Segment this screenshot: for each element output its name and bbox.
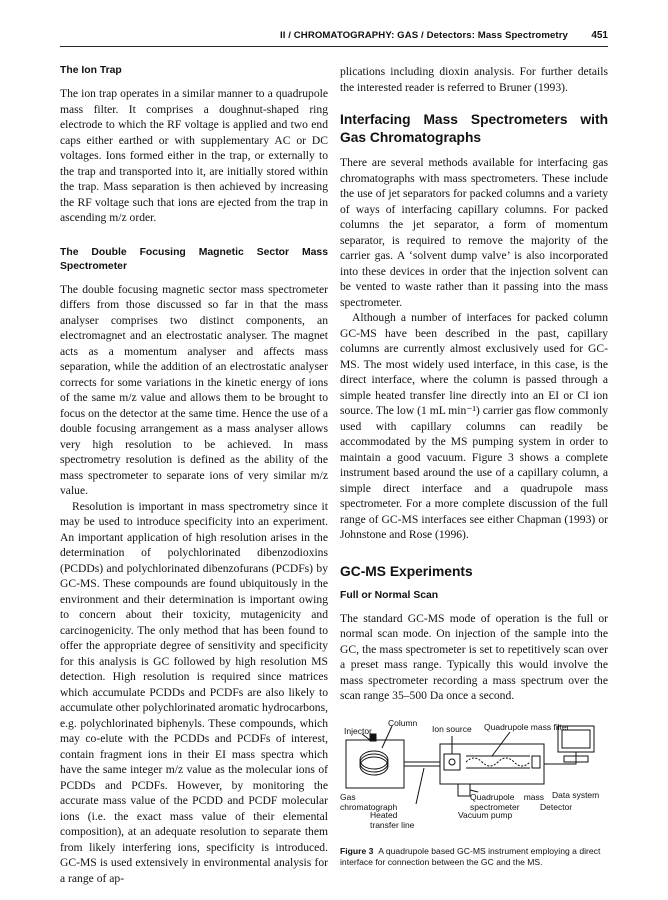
paragraph: Although a number of interfaces for packed column GC-MS have been described in the past, capillary columns are currently almost exclusively used for GC-MS. The most widely used interface, in this case, is the direct interface, where the column is passed through a simple heated transfer line directly into an EI or CI ion source. The low (1 mL min⁻¹) carrier gas flow commonly used with capillary columns can readily be accommodated by the MS pumping system in order to maintain a good vacuum. Figure 3 shows a complete instrument based around the use of a capillary column, a simple direct interface and a quadrupole mass spectrometer. For a more complete discussion of the full range of GC-MS interfaces see either Chapman (1993) or Johnstone and Rose (1996). <box>340 311 608 541</box>
figure-label-vacuum-pump: Vacuum pump <box>458 809 513 820</box>
paragraph: Resolution is important in mass spectrometry since it may be used to introduce specificity into an experiment. An important application of high resolution arises in the determination of polychlorinated dibenzodioxins (PCDDs) and polychlorinated dibenzofurans (PCDFs) by GC-MS. These compounds are found ubiquitously in the environment and their determination is important owing to concern about their toxicity, mutagenicity and carcinogenicity. The only method that has been found to offer the appropriate degree of sensitivity and specificity for this analysis is GC followed by high resolution MS detection. High resolution is required since matrices which accumulate PCDDs and PCDFs are also likely to accumulate other polychlorinated aromatic hydrocarbons, e.g. polychlorinated biphenyls. These compounds, which may co-elute with the PCDDs and PCDFs of interest, contain fragment ions in their EI mass spectra which have the same integer m/z value as the molecular ions of PCDDs and PCDFs. However, by monitoring the accurate mass value of the PCDD and PCDF molecular ions (i.e. the exact mass value of their elemental composition), at an adequate resolution to separate them from likely interfering ions, specificity is introduced. GC-MS is used extensively in environmental analysis for a range of ap- <box>60 499 328 885</box>
section-heading-ion-trap: The Ion Trap <box>60 65 122 76</box>
detector-shape <box>532 756 540 768</box>
figure-caption-text: A quadrupole based GC-MS instrument employing a direct interface for connection between the GC and the MS. <box>340 845 601 867</box>
subsection-heading-full-scan: Full or Normal Scan <box>340 589 439 601</box>
ion-source-shape <box>444 754 460 770</box>
figure-caption-label: Figure 3 <box>340 845 374 856</box>
figure-label-transfer-line: Heated transfer line <box>370 809 415 830</box>
gc-oven-shape <box>346 740 404 788</box>
vacuum-pump-shape <box>458 784 470 796</box>
running-title: II / CHROMATOGRAPHY: GAS / Detectors: Mass Spectrometry <box>279 30 568 41</box>
paragraph: The ion trap operates in a similar manner to a quadrupole mass filter. It comprises a doughnut-shaped ring electrode to which the RF voltage is applied and two end caps either earthed or with supplementary AC or DC voltages. Ions formed either in the trap, or externally to the trap and transported into it, are initially stored within the trap. Mass separation is then achieved by increasing the RF voltage such that ions are ejected from the trap in ascending m/z order. <box>60 87 328 224</box>
figure-caption <box>340 846 608 868</box>
left-column <box>60 64 328 886</box>
section-heading-interfacing: Interfacing Mass Spectrometers with Gas Chromatographs <box>340 112 608 145</box>
paragraph: There are several methods available for interfacing gas chromatographs with mass spectrometers. These include the use of jet separators for packed columns and a variety of ways of interfacing capillary columns. For packed columns the jet separator, a form of momentum separator, is required to remove the majority of the carrier gas. A ‘solvent dump valve’ is also incorporated into these devices in order that the injection solvent can be vented to waste rather than it passing into the mass spectrometer. <box>340 156 608 309</box>
figure-3-diagram <box>340 718 608 846</box>
figure-label-data-system: Data system <box>552 789 600 800</box>
figure-label-ion-source: Ion source <box>432 723 472 734</box>
figure-label-injector: Injector <box>344 725 372 736</box>
figure-label-quadrupole-spectrometer: Quadrupole mass spectrometer <box>470 791 544 812</box>
paragraph: plications including dioxin analysis. For further details the interested reader is referred to Bruner (1993). <box>340 65 608 94</box>
figure-label-detector: Detector <box>540 801 573 812</box>
right-column <box>340 64 608 868</box>
section-heading-experiments: GC-MS Experiments <box>340 563 473 579</box>
transfer-line-shape <box>404 762 440 766</box>
figure-label-quadrupole-filter: Quadrupole mass filter <box>484 721 570 732</box>
section-heading-double-focusing: The Double Focusing Magnetic Sector Mass Spectrometer <box>60 246 328 272</box>
figure-label-column: Column <box>388 717 418 728</box>
paragraph: The standard GC-MS mode of operation is the full or normal scan mode. On injection of the sample into the GC, the mass spectrometer is set to repetitively scan over a preset mass range. Typically this would involve the mass spectrometer recording a mass spectrum over the scan range 35–500 Da once a second. <box>340 611 608 702</box>
figure-label-gas-chromatograph: Gas chromatograph <box>340 791 398 812</box>
page-header <box>60 30 608 47</box>
paragraph: The double focusing magnetic sector mass spectrometer differs from those discussed so far in that the mass analyser comprises two distinct components, an electromagnet and an electrostatic analyser. The magnet acts as a momentum analyser and affects mass separation, while the addition of an electrostatic analyser corrects for some variations in the kinetic energy of ions of the same m/z value and allows them to be brought to focus on the detector at the same time. Hence the use of a double focusing arrangement as a mass analyser allows very high resolution to be achieved. In mass spectrometry resolution is defined as the ability of the mass spectrometer to separate ions of very similar m/z value. <box>60 282 328 497</box>
page-number: 451 <box>591 30 608 41</box>
